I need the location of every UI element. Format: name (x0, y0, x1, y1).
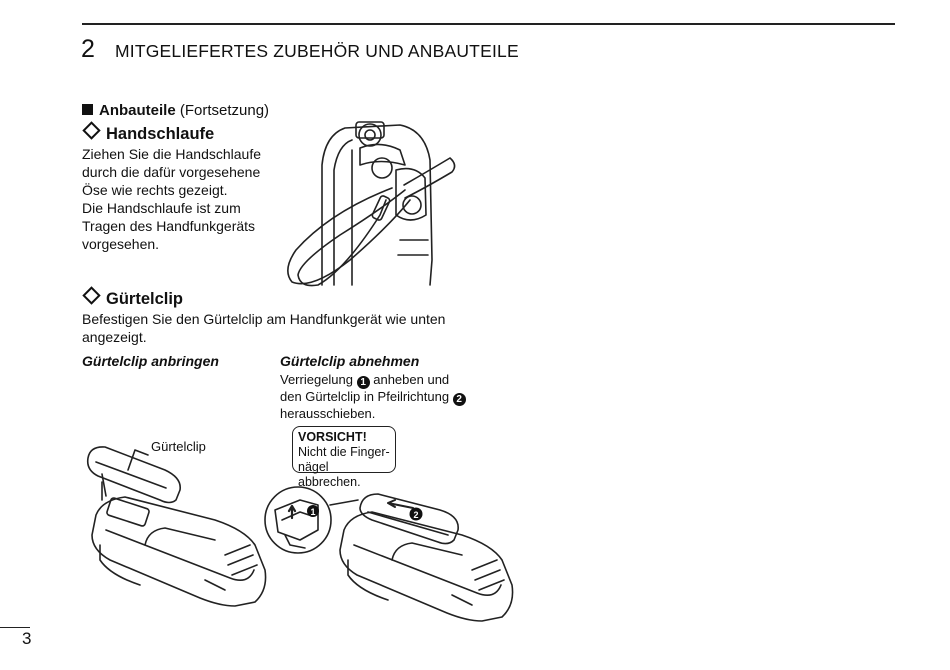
page-number: 3 (22, 629, 32, 648)
chapter-number: 2 (81, 35, 95, 63)
attach-clip-illustration (88, 447, 266, 606)
step-1-badge: 1 (357, 376, 370, 389)
section-title-rest: (Fortsetzung) (175, 102, 270, 119)
step-2-marker: 2 (413, 510, 419, 520)
caution-line: Nicht die Finger- (298, 445, 390, 459)
chapter-title: MITGELIEFERTES ZUBEHÖR UND ANBAUTEILE (115, 41, 519, 61)
caution-title: VORSICHT! (298, 430, 367, 444)
strap-line: durch die dafür vorgesehene (82, 164, 261, 180)
clip-line: Befestigen Sie den Gürtelclip am Handfunkgerät wie unten (82, 311, 446, 327)
strap-line: vorgesehen. (82, 236, 160, 252)
section-title-bold: Anbauteile (99, 102, 176, 119)
removal-detail-illustration (265, 487, 358, 553)
page-number-rule (0, 627, 30, 628)
radio-with-strap-illustration (288, 122, 455, 286)
strap-heading-text: Handschlaufe (106, 125, 215, 143)
belt-clip-label: Gürtelclip (151, 439, 206, 454)
step-2-badge: 2 (453, 393, 466, 406)
strap-line: Tragen des Handfunkgeräts (82, 218, 256, 234)
clip-line: angezeigt. (82, 329, 147, 345)
clip-heading-text: Gürtelclip (106, 290, 184, 308)
strap-line: Öse wie rechts gezeigt. (82, 182, 228, 198)
attach-heading: Gürtelclip anbringen (82, 353, 219, 369)
remove-instructions: Verriegelung 1 anheben und den Gürtelclip in Pfeilrichtung 2 herausschieben. (280, 372, 466, 422)
remove-heading: Gürtelclip abnehmen (280, 353, 420, 369)
caution-line: nägel abbrechen. (298, 460, 361, 489)
step-1-marker: 1 (310, 507, 316, 517)
remove-clip-illustration (340, 494, 513, 621)
strap-line: Die Handschlaufe ist zum (82, 200, 241, 216)
strap-line: Ziehen Sie die Handschlaufe (82, 146, 262, 162)
